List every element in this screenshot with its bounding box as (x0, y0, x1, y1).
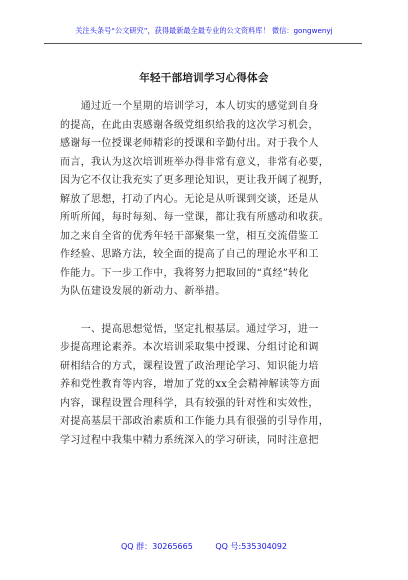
body-line: 对提高基层干部政治素质和工作能力具有很强的引导作用， (60, 416, 330, 428)
body-line: 步提高理论素养。本次培训采取集中授课、分组讨论和调 (60, 342, 319, 354)
body-line: 为队伍建设发展的新动力、新举措。 (60, 286, 226, 298)
document-title: 年轻干部培训学习心得体会 (139, 72, 269, 84)
footer-qq-number: QQ 号:535304092 (215, 542, 288, 551)
footer-contact (0, 541, 408, 552)
paragraph-gap (60, 302, 350, 321)
header-divider (44, 43, 362, 44)
body-line: 加之来自全省的优秀年轻干部聚集一堂，相互交流借鉴工 (60, 230, 319, 242)
body-line: 研相结合的方式，课程设置了政治理论学习、知识能力培 (60, 360, 319, 372)
body-line: 因为它不仅让我充实了更多理论知识，更让我开阔了视野， (60, 175, 330, 187)
body-line: 的提高，在此由衷感谢各级党组织给我的这次学习机会， (60, 119, 319, 131)
body-line: 所听所闻，每时每刻、每一堂课，都让我有所感动和收获。 (60, 212, 330, 224)
body-line: 学习过程中我集中精力系统深入的学习研读，同时注意把 (60, 434, 319, 446)
body-line: 作经验、思路方法，较全面的提高了自己的理论水平和工 (60, 249, 319, 261)
body-line: 作能力。下一步工作中，我将努力把取回的“真经”转化 (60, 267, 309, 279)
body-line: 解放了思想，打动了内心。无论是从听课到交谈，还是从 (60, 193, 319, 205)
footer-qq-group: QQ 群：30265665 (120, 542, 193, 551)
body-line: 而言，我认为这次培训班举办得非常有意义，非常有必要， (60, 156, 330, 168)
body-line: 内容，课程设置合理科学，具有较强的针对性和实效性， (60, 397, 319, 409)
header-notice: 关注头条号“公文研究”，获得最新最全最专业的公文资料库！ 微信：gongwenyj (75, 26, 333, 35)
body-line: 一、提高思想觉悟，坚定扎根基层。通过学习，进一 (60, 323, 319, 335)
body-line: 感谢每一位授课老师精彩的授课和辛勤付出。对于我个人 (60, 138, 319, 150)
document-body (60, 98, 350, 450)
body-line: 养和党性教育等内容，增加了党的xx全会精神解读等方面 (60, 379, 321, 391)
body-line: 通过近一个星期的培训学习，本人切实的感觉到自身 (60, 101, 319, 112)
